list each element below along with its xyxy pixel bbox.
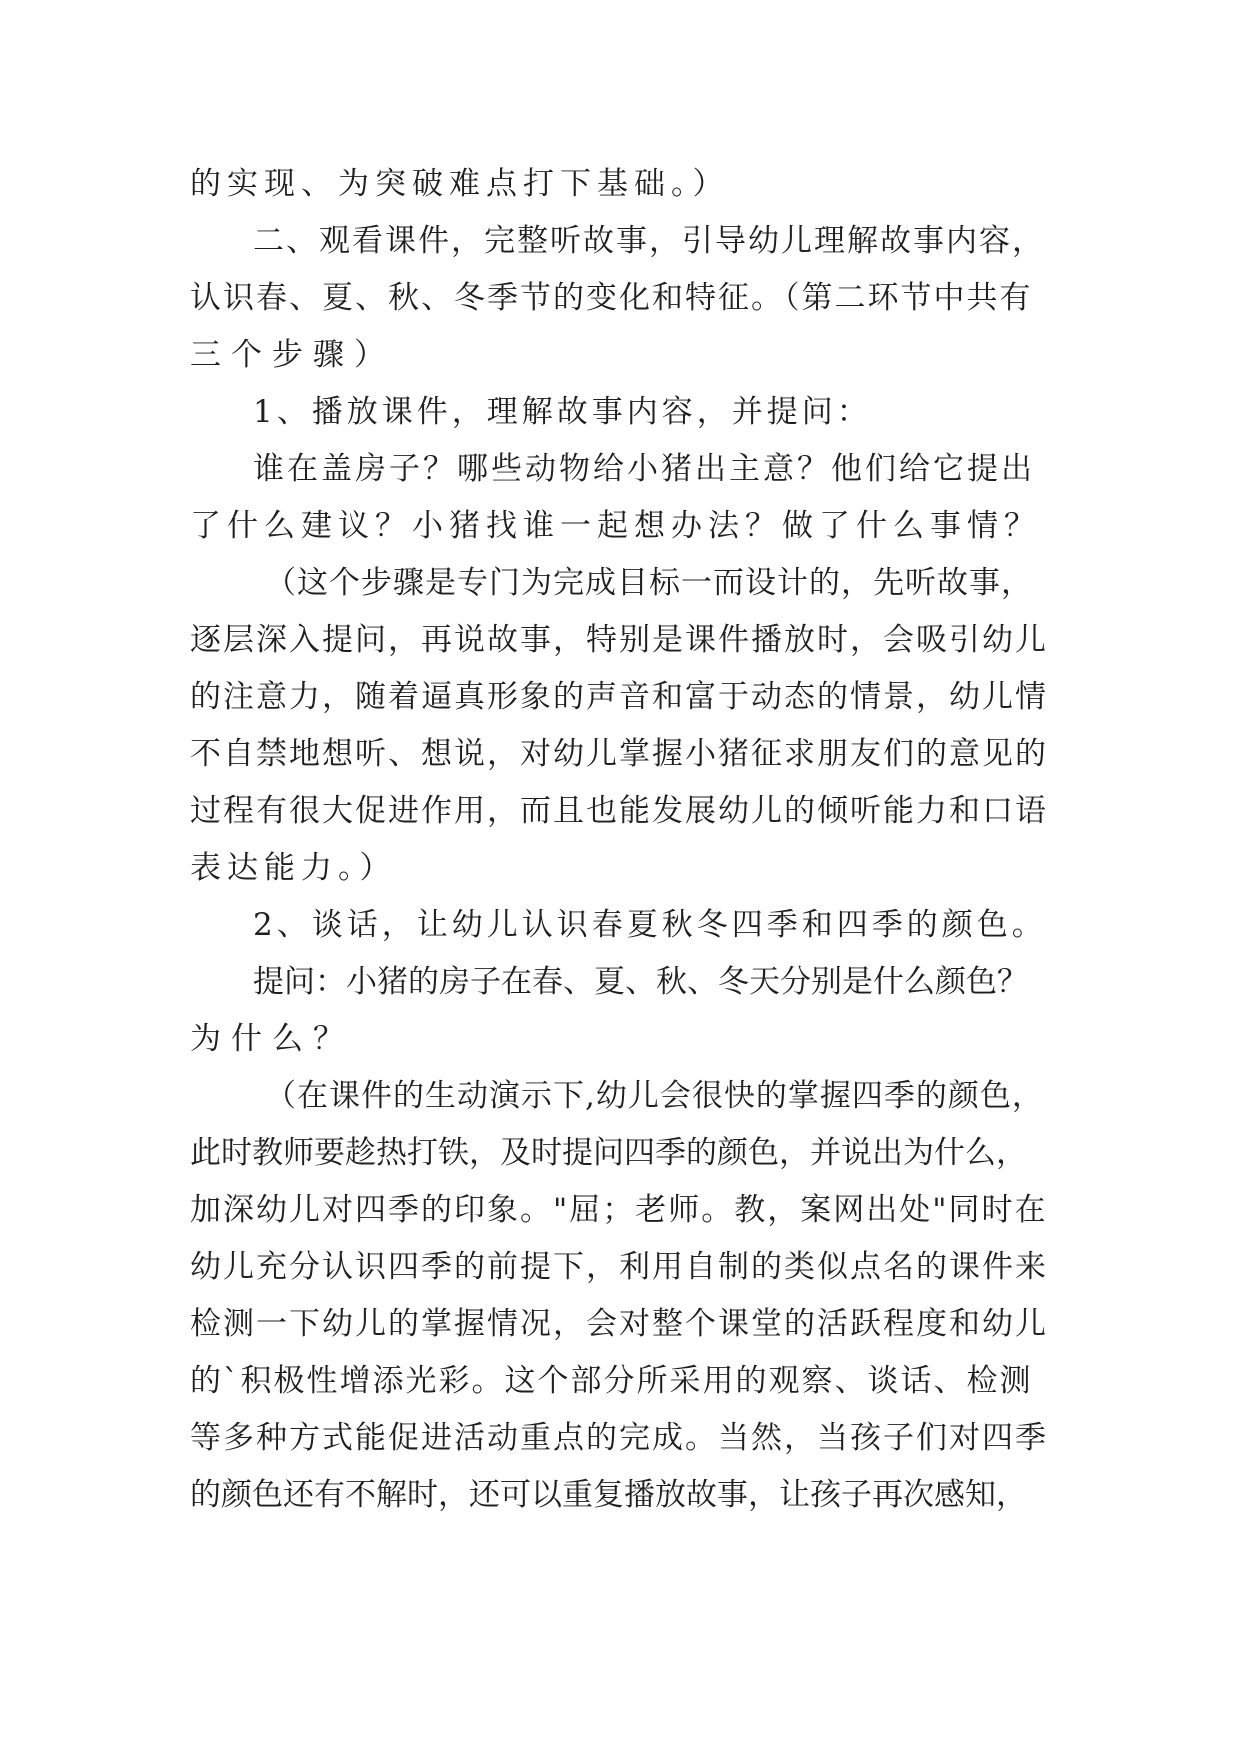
text-line: 认识春、夏、秋、冬季节的变化和特征。（第二环节中共有 xyxy=(190,280,1033,316)
text-line: 二、观看课件，完整听故事，引导幼儿理解故事内容， xyxy=(253,223,1045,259)
text-line: 的实现、为突破难点打下基础。） xyxy=(190,166,730,202)
text-line: 1、播放课件，理解故事内容，并提问： xyxy=(253,394,872,430)
text-line: 谁在盖房子？哪些动物给小猪出主意？他们给它提出 xyxy=(253,451,1035,487)
text-line: 逐层深入提问，再说故事，特别是课件播放时，会吸引幼儿 xyxy=(190,622,1048,658)
text-line: 表达能力。） xyxy=(190,850,397,886)
text-line: 提问：小猪的房子在春、夏、秋、冬天分别是什么颜色？ xyxy=(253,964,1028,1000)
text-line: 此时教师要趁热打铁，及时提问四季的颜色，并说出为什么， xyxy=(190,1135,1027,1171)
text-line: 了什么建议？小猪找谁一起想办法？做了什么事情？ xyxy=(190,508,1041,544)
text-line: 幼儿充分认识四季的前提下，利用自制的类似点名的课件来 xyxy=(190,1249,1048,1285)
text-line: 2、谈话，让幼儿认识春夏秋冬四季和四季的颜色。 xyxy=(253,907,1047,943)
text-line: 三个步骤） xyxy=(190,337,395,373)
text-line: 过程有很大促进作用，而且也能发展幼儿的倾听能力和口语 xyxy=(190,793,1048,829)
text-line: 的颜色还有不解时，还可以重复播放故事，让孩子再次感知， xyxy=(190,1477,1027,1513)
text-line: （这个步骤是专门为完成目标一而设计的，先听故事， xyxy=(265,565,1033,601)
text-line: （在课件的生动演示下,幼儿会很快的掌握四季的颜色， xyxy=(265,1078,1044,1114)
text-line: 检测一下幼儿的掌握情况，会对整个课堂的活跃程度和幼儿 xyxy=(190,1306,1048,1342)
text-line: 等多种方式能促进活动重点的完成。当然，当孩子们对四季 xyxy=(190,1420,1048,1456)
text-line: 加深幼儿对四季的印象。"屈；老师。教，案网出处"同时在 xyxy=(190,1192,1048,1228)
text-line: 不自禁地想听、想说，对幼儿掌握小猪征求朋友们的意见的 xyxy=(190,736,1048,772)
text-line: 为什么？ xyxy=(190,1021,354,1057)
text-line: 的注意力，随着逼真形象的声音和富于动态的情景，幼儿情 xyxy=(190,679,1048,715)
text-line: 的`积极性增添光彩。这个部分所采用的观察、谈话、检测 xyxy=(190,1363,1033,1399)
